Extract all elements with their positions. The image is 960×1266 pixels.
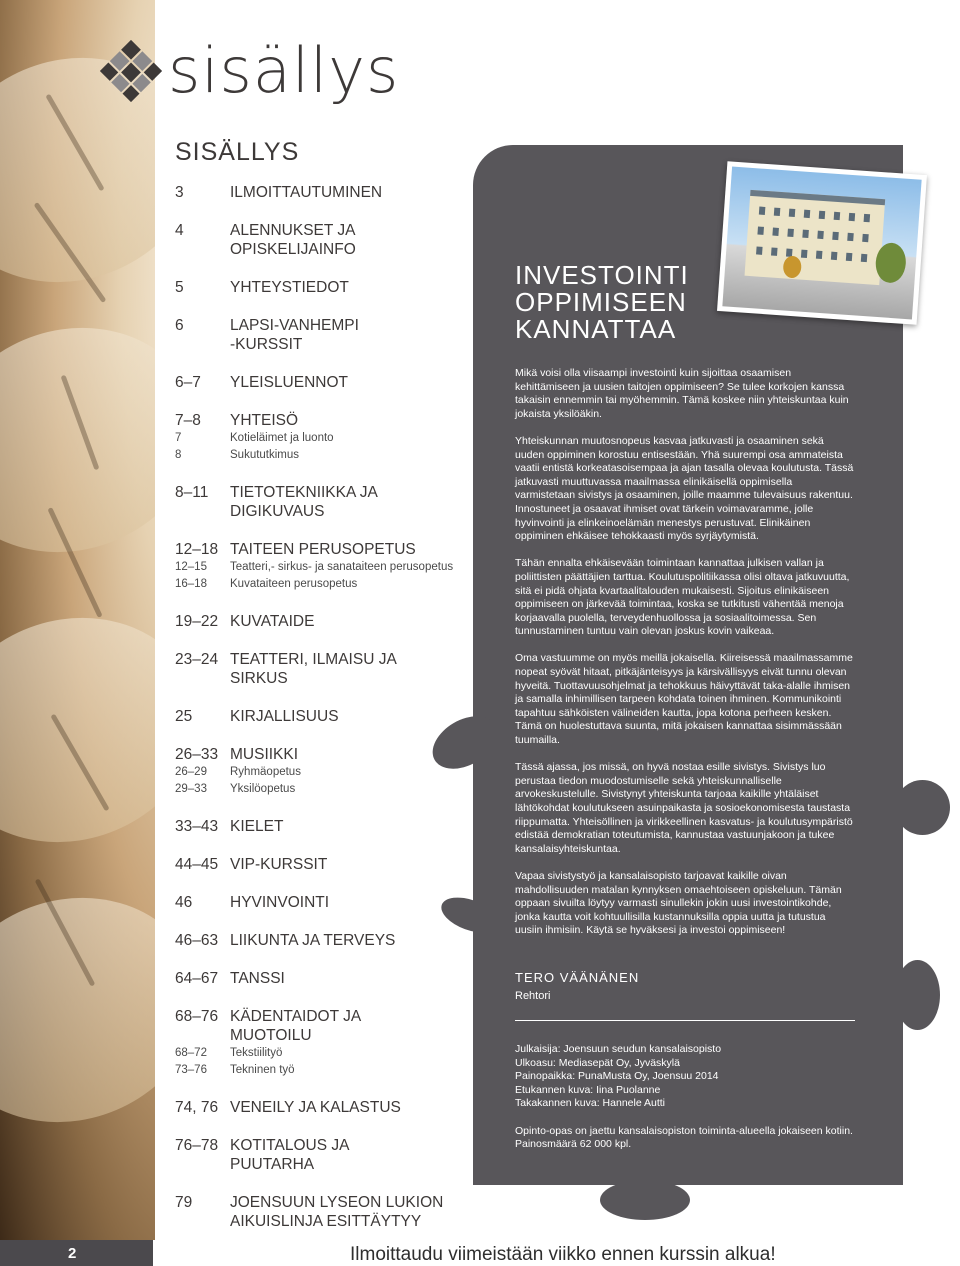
toc-title-line: LIIKUNTA JA TERVEYS — [230, 932, 396, 949]
toc-title-line: OPISKELIJAINFO — [230, 241, 356, 258]
editorial-paragraph: Mikä voisi olla viisaampi investointi kuin sijoittaa osaamisen kehittämiseen ja uusien taitojen oppimiseen? Se tulee korkojen kanssa takaisin ennemmin tai myöhemmin. Tämä koskee niin yhteiskuntaa kuin jokaista yksilöäkin. — [515, 367, 849, 420]
colophon-line: Takakannen kuva: Hannele Autti — [515, 1097, 666, 1110]
toc-subentry — [175, 559, 475, 576]
toc-title — [230, 1007, 475, 1045]
toc-title-line: TANSSI — [230, 970, 285, 987]
toc-entry — [175, 278, 475, 297]
toc-sub-page-range: 7 — [175, 432, 182, 444]
toc-entry — [175, 221, 475, 259]
toc-subentry — [175, 576, 475, 593]
signature-name: TERO VÄÄNÄNEN — [515, 970, 640, 985]
toc-row — [175, 817, 475, 836]
toc-title-line: VENEILY JA KALASTUS — [230, 1099, 401, 1116]
toc-entry — [175, 817, 475, 836]
colophon-credits — [515, 1043, 855, 1111]
toc-row — [175, 707, 475, 726]
toc-title-line: TIETOTEKNIIKKA JA — [230, 484, 378, 501]
toc-title-line: PUUTARHA — [230, 1156, 315, 1173]
toc-sub-title: Tekninen työ — [230, 1064, 295, 1076]
toc-page-range: 33–43 — [175, 818, 219, 835]
toc-entry — [175, 969, 475, 988]
ink-splat-decoration — [895, 780, 950, 835]
toc-title-line: MUSIIKKI — [230, 746, 299, 763]
toc-page-range: 6–7 — [175, 374, 201, 391]
toc-title — [230, 373, 475, 392]
toc-page-range: 76–78 — [175, 1137, 219, 1154]
colophon — [515, 1043, 855, 1165]
toc-sub-title: Yksilöopetus — [230, 783, 296, 795]
toc-entry — [175, 745, 475, 798]
toc-sub-title: Sukututkimus — [230, 449, 300, 461]
toc-entry — [175, 893, 475, 912]
toc-page-range: 23–24 — [175, 651, 219, 668]
toc-title-line: KIRJALLISUUS — [230, 708, 339, 725]
editorial-paragraph: Tähän ennalta ehkäisevään toimintaan kannattaa julkisen vallan ja poliittisten päättäjien tarttua. Koulutuspolitiikassa olisi oltava jatkuvuutta, sitä ei pidä ohjata kvartaalitalouden mukaisesti. Sijoitus elinikäiseen oppimiseen on järkevää toimintaa, koska se tutkitusti vähentää menoja korjaavalla puolella, terveydenhuollossa ja sosiaalitoimessa. Sen tunnustaminen tuntuu vain olevan joskus kovin vaikeaa. — [515, 557, 850, 638]
toc-row — [175, 183, 475, 202]
colophon-line: Painopaikka: PunaMusta Oy, Joensuu 2014 — [515, 1070, 719, 1083]
toc-row — [175, 931, 475, 950]
toc-subentry — [175, 781, 475, 798]
ink-splat-decoration — [600, 1180, 690, 1220]
toc-title-line: AIKUISLINJA ESITTÄYTYY — [230, 1213, 422, 1230]
toc-row — [175, 650, 475, 688]
colophon-line: Etukannen kuva: Iina Puolanne — [515, 1083, 661, 1096]
toc-subentry — [175, 764, 475, 781]
toc-entry — [175, 373, 475, 392]
toc-title-line: ILMOITTAUTUMINEN — [230, 184, 383, 201]
colophon-note: Opinto-opas on jaettu kansalaisopiston toiminta-alueella jokaiseen kotiin. Painosmäärä 62 000 kpl. — [515, 1124, 853, 1151]
toc-entry — [175, 1193, 475, 1231]
toc-subentry — [175, 447, 475, 464]
toc-sub-page-range: 8 — [175, 449, 182, 461]
page-number-box — [0, 1240, 153, 1266]
toc-title — [230, 612, 475, 631]
toc-page-range: 74, 76 — [175, 1099, 219, 1116]
toc-title-line: LAPSI-VANHEMPI — [230, 317, 359, 334]
toc-page-range: 3 — [175, 184, 184, 201]
toc-title-line: HYVINVOINTI — [230, 894, 330, 911]
toc-sub-page-range: 29–33 — [175, 783, 207, 795]
toc-sub-title: Tekstiilityö — [230, 1047, 283, 1059]
toc-title — [230, 183, 475, 202]
toc-title — [230, 483, 475, 521]
toc-row — [175, 483, 475, 521]
toc-entry — [175, 1098, 475, 1117]
divider — [515, 1020, 855, 1021]
editorial-paragraph: Vapaa sivistystyö ja kansalaisopisto tarjoavat kaikille oivan mahdollisuuden matalan kynnyksen omaehtoiseen opiskeluun. Tämän oppaan sivuilta löytyy varmasti sinullekin jokin uusi investointikohde, jonka kautta voit kohtuullisilla kustannuksilla oppia uutta ja tutustua uusiin ihmisiin. Käytä se hyväksesi ja investoi oppimiseen! — [515, 869, 842, 937]
toc-page-range: 44–45 — [175, 856, 219, 873]
toc-title-line: JOENSUUN LYSEON LUKION — [230, 1194, 444, 1211]
editorial-title — [515, 262, 689, 343]
toc-title — [230, 221, 475, 259]
toc-page-range: 25 — [175, 708, 193, 725]
toc-entry — [175, 650, 475, 688]
toc-page-range: 68–76 — [175, 1008, 219, 1025]
toc-entry — [175, 483, 475, 521]
book-photo — [0, 0, 155, 1240]
toc-entry — [175, 1007, 475, 1079]
toc-title-line: YHTEISÖ — [230, 412, 299, 429]
toc-title — [230, 931, 475, 950]
toc-page-range: 46 — [175, 894, 193, 911]
toc-row — [175, 1098, 475, 1117]
toc-row — [175, 1193, 475, 1231]
toc-sub-page-range: 12–15 — [175, 561, 207, 573]
toc-page-range: 46–63 — [175, 932, 219, 949]
toc-title-line: YLEISLUENNOT — [230, 374, 349, 391]
toc-title — [230, 1136, 475, 1174]
toc-page-range: 4 — [175, 222, 184, 239]
toc-title — [230, 540, 475, 559]
toc-title — [230, 650, 475, 688]
toc-title — [230, 411, 475, 430]
toc-page-range: 8–11 — [175, 484, 209, 501]
toc-subentry — [175, 1045, 475, 1062]
toc-subentry — [175, 430, 475, 447]
toc-row — [175, 278, 475, 297]
toc-title — [230, 969, 475, 988]
toc-title-line: VIP-KURSSIT — [230, 856, 328, 873]
toc-row — [175, 316, 475, 354]
toc-page-range: 26–33 — [175, 746, 219, 763]
toc-title-line: TAITEEN PERUSOPETUS — [230, 541, 416, 558]
toc-row — [175, 1007, 475, 1045]
toc-row — [175, 1136, 475, 1174]
toc-page-range: 19–22 — [175, 613, 219, 630]
page-number: 2 — [68, 1245, 77, 1262]
logo-text: sisällys — [168, 34, 400, 107]
toc-row — [175, 745, 475, 764]
toc-title — [230, 278, 475, 297]
toc-page-range: 12–18 — [175, 541, 219, 558]
toc-entry — [175, 411, 475, 464]
toc-title-line: -KURSSIT — [230, 336, 303, 353]
toc-sub-title: Ryhmäopetus — [230, 766, 301, 778]
toc-row — [175, 411, 475, 430]
toc-title-line: SIRKUS — [230, 670, 288, 687]
toc-entry — [175, 540, 475, 593]
editorial-title-line: INVESTOINTI — [515, 260, 689, 290]
toc-page-range: 6 — [175, 317, 184, 334]
editorial-title-line: KANNATTAA — [515, 314, 677, 344]
editorial-paragraph: Tässä ajassa, jos missä, on hyvä nostaa esille sivistys. Sivistys luo perustaa tiedon muodostumiselle sekä yhteiskunnalliselle arvokeskustelulle. Sivistynyt yhteiskunta tarjoaa kaikille yhtäläiset lähtökohdat koulutukseen asuinpaikasta ja sosioekonomisesta taustasta riippumatta. Yhteisöllinen ja virikkeellinen kasvatus- ja koulutusympäristö edistää demokratian toteutumista, kannustaa vastuunjakoon ja tukee kansalaisyhteiskuntaa. — [515, 761, 853, 855]
toc-title — [230, 893, 475, 912]
table-of-contents — [175, 183, 475, 1250]
toc-title-line: KIELET — [230, 818, 284, 835]
toc-sub-page-range: 68–72 — [175, 1047, 207, 1059]
toc-entry — [175, 316, 475, 354]
toc-title-line: KUVATAIDE — [230, 613, 315, 630]
toc-entry — [175, 612, 475, 631]
ink-splat-decoration — [895, 960, 940, 1030]
toc-subentry — [175, 1062, 475, 1079]
toc-title — [230, 316, 475, 354]
toc-title-line: KOTITALOUS JA — [230, 1137, 350, 1154]
toc-sub-page-range: 16–18 — [175, 578, 207, 590]
toc-row — [175, 373, 475, 392]
toc-title-line: KÄDENTAIDOT JA — [230, 1008, 362, 1025]
toc-row — [175, 612, 475, 631]
toc-title-line: DIGIKUVAUS — [230, 503, 325, 520]
colophon-line: Ulkoasu: Mediasepät Oy, Jyväskylä — [515, 1056, 680, 1069]
toc-entry — [175, 183, 475, 202]
toc-title-line: TEATTERI, ILMAISU JA — [230, 651, 397, 668]
toc-page-range: 79 — [175, 1194, 193, 1211]
toc-entry — [175, 931, 475, 950]
editorial-title-line: OPPIMISEEN — [515, 287, 687, 317]
editorial-paragraph: Oma vastuumme on myös meillä jokaisella. Kiireisessä maailmassamme nopeat syövät hitaat, pitkäjänteisyys ja kärsivällisyys eivät tunnu olevan hyveitä. Tuottavuusohjelmat ja tehokkuus häivyttävät taka-alalle ihmisen ja samalla inhimillisen tarpeen kohdata toinen ihminen. Kommunikointi tapahtuu sähköisten välineiden kautta, jopa kotona perheen kesken. Tämä on huolestuttava suunta, mitä jokaisen kannattaa sisimmässään tuumailla. — [515, 652, 853, 747]
toc-page-range: 5 — [175, 279, 184, 296]
editorial-paragraph: Yhteiskunnan muutosnopeus kasvaa jatkuvasti ja osaaminen sekä uuden oppiminen korostuu entisestään. Yhä suurempi osa ammateista vaatii entistä korkeatasoisempaa ja ajan tasalla olevaa koulutusta. Tässä jatkuvasti muuttuvassa maailmassa elinikäisellä oppimisella varmistetaan sivistys ja osaaminen, joille maamme tulevaisuus rakentuu. Innostuneet ja osaavat ihmiset ovat tärkein voimavaramme, jolle hyvinvointi ja elinkeinoelämän menestys perustuvat. Elinikäinen oppiminen ehkäisee tehokkaasti myös syrjäytymistä. — [515, 434, 854, 543]
toc-entry — [175, 855, 475, 874]
toc-title-line: ALENNUKSET JA — [230, 222, 356, 239]
toc-page-range: 64–67 — [175, 970, 219, 987]
toc-sub-title: Teatteri,- sirkus- ja sanataiteen perusopetus — [230, 561, 454, 573]
toc-row — [175, 893, 475, 912]
toc-title — [230, 855, 475, 874]
logo — [100, 34, 400, 107]
school-building-photo — [717, 161, 927, 325]
signature-role: Rehtori — [515, 990, 551, 1002]
toc-title — [230, 817, 475, 836]
toc-page-range: 7–8 — [175, 412, 201, 429]
toc-sub-page-range: 73–76 — [175, 1064, 207, 1076]
colophon-line: Julkaisija: Joensuun seudun kansalaisopisto — [515, 1043, 722, 1055]
toc-title-line: YHTEYSTIEDOT — [230, 279, 349, 296]
toc-sub-page-range: 26–29 — [175, 766, 207, 778]
toc-heading: SISÄLLYS — [175, 138, 300, 166]
toc-entry — [175, 707, 475, 726]
footer-text: Ilmoittaudu viimeistään viikko ennen kurssin alkua! — [350, 1244, 776, 1265]
toc-row — [175, 855, 475, 874]
toc-title — [230, 707, 475, 726]
toc-row — [175, 221, 475, 259]
toc-title — [230, 1193, 475, 1231]
toc-sub-title: Kotieläimet ja luonto — [230, 432, 334, 444]
checker-logo-icon — [100, 40, 162, 102]
toc-title — [230, 1098, 475, 1117]
toc-entry — [175, 1136, 475, 1174]
toc-title-line: MUOTOILU — [230, 1027, 312, 1044]
toc-row — [175, 969, 475, 988]
editorial-body — [515, 367, 855, 952]
toc-sub-title: Kuvataiteen perusopetus — [230, 578, 358, 590]
toc-row — [175, 540, 475, 559]
